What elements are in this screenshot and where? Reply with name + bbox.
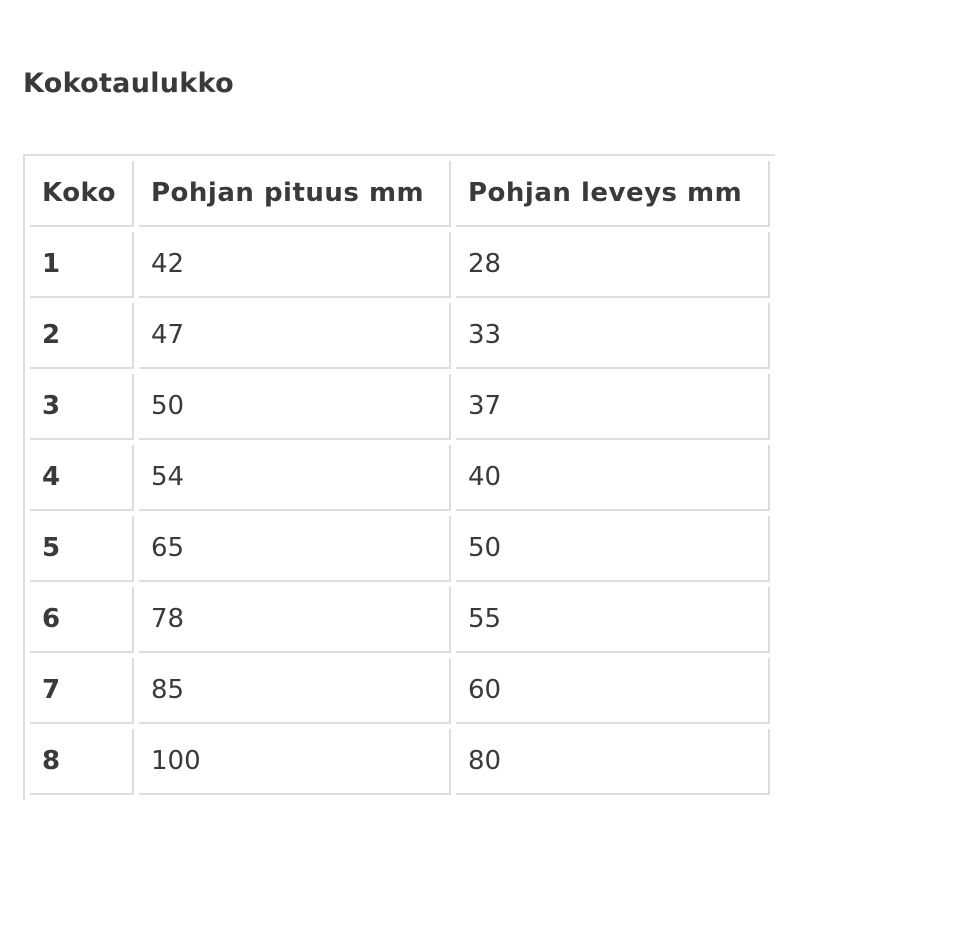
table-header-row [30,161,770,227]
cell-length: 42 [139,232,451,298]
cell-width: 80 [456,729,770,795]
table-row [30,516,770,582]
cell-width: 37 [456,374,770,440]
cell-length: 50 [139,374,451,440]
cell-size: 7 [30,658,134,724]
size-table [23,154,775,800]
header-width: Pohjan leveys mm [456,161,770,227]
cell-length: 85 [139,658,451,724]
table-row [30,729,770,795]
cell-size: 4 [30,445,134,511]
cell-width: 40 [456,445,770,511]
cell-size: 3 [30,374,134,440]
cell-length: 78 [139,587,451,653]
table-row [30,658,770,724]
cell-length: 100 [139,729,451,795]
cell-size: 1 [30,232,134,298]
page-title: Kokotaulukko [23,68,234,99]
cell-length: 54 [139,445,451,511]
cell-width: 28 [456,232,770,298]
cell-width: 55 [456,587,770,653]
cell-width: 50 [456,516,770,582]
cell-size: 5 [30,516,134,582]
cell-length: 47 [139,303,451,369]
table-row [30,303,770,369]
cell-size: 2 [30,303,134,369]
cell-length: 65 [139,516,451,582]
cell-width: 33 [456,303,770,369]
table-row [30,374,770,440]
table-row [30,445,770,511]
header-size: Koko [30,161,134,227]
cell-size: 8 [30,729,134,795]
table-row [30,587,770,653]
header-length: Pohjan pituus mm [139,161,451,227]
cell-size: 6 [30,587,134,653]
table-row [30,232,770,298]
cell-width: 60 [456,658,770,724]
